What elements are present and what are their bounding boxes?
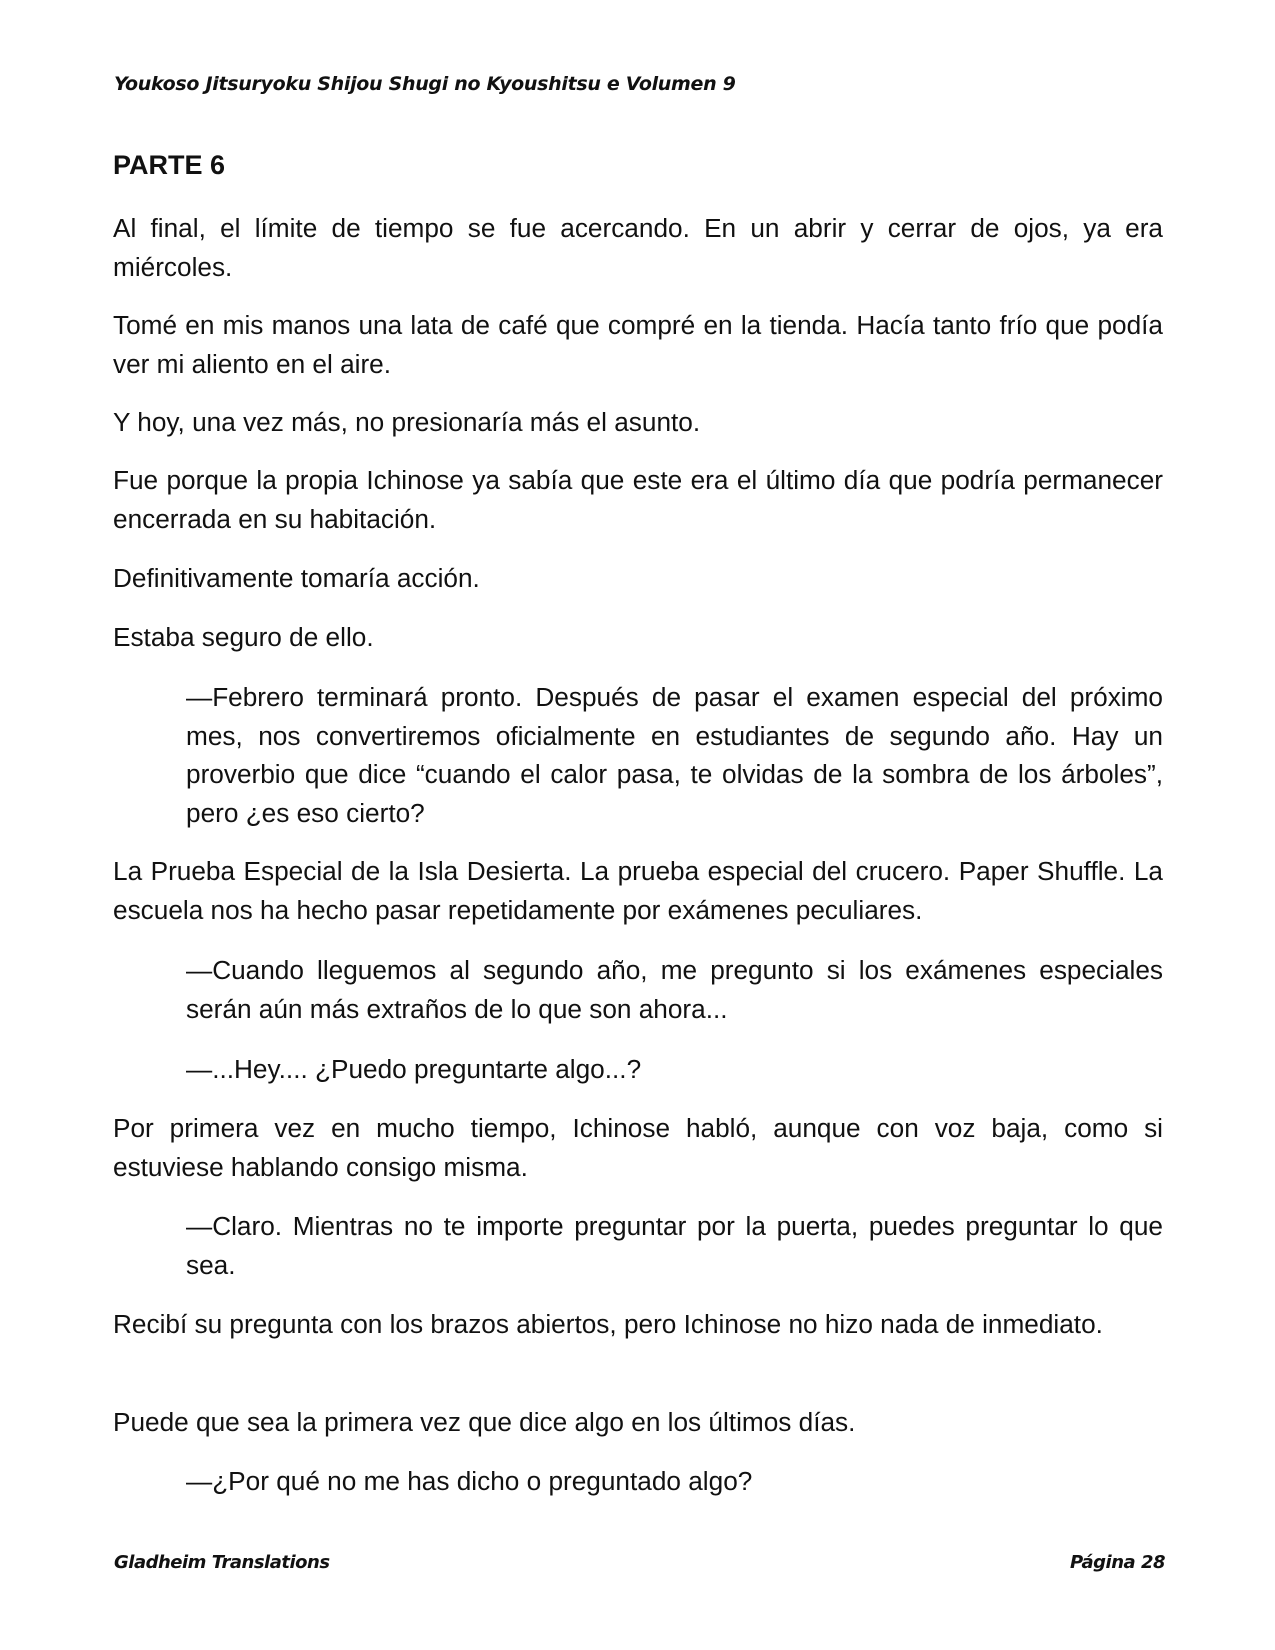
- paragraph: Puede que sea la primera vez que dice algo en los últimos días.: [113, 1407, 856, 1437]
- paragraph: Estaba seguro de ello.: [113, 622, 374, 652]
- running-header: Youkoso Jitsuryoku Shijou Shugi no Kyoushitsu e Volumen 9: [114, 73, 736, 95]
- paragraph: Tomé en mis manos una lata de café que compré en la tienda. Hacía tanto frío que podía ver mi aliento en el aire.: [113, 310, 1163, 379]
- paragraph: Definitivamente tomaría acción.: [113, 563, 480, 593]
- page-number: Página 28: [1069, 1552, 1165, 1573]
- dialogue-paragraph: —Claro. Mientras no te importe preguntar por la puerta, puedes preguntar lo que sea.: [186, 1211, 1163, 1280]
- paragraph: Y hoy, una vez más, no presionaría más el asunto.: [113, 407, 701, 437]
- dialogue-paragraph: —Febrero terminará pronto. Después de pasar el examen especial del próximo mes, nos convertiremos oficialmente en estudiantes de segundo año. Hay un proverbio que dice “cuando el calor pasa, te olvidas de la sombra de los árboles”, pero ¿es eso cierto?: [186, 682, 1163, 828]
- paragraph: Por primera vez en mucho tiempo, Ichinose habló, aunque con voz baja, como si estuviese hablando consigo misma.: [113, 1113, 1163, 1182]
- paragraph: Fue porque la propia Ichinose ya sabía que este era el último día que podría permanecer encerrada en su habitación.: [113, 465, 1163, 534]
- paragraph: La Prueba Especial de la Isla Desierta. La prueba especial del crucero. Paper Shuffle. La escuela nos ha hecho pasar repetidamente por exámenes peculiares.: [113, 856, 1163, 925]
- paragraph: Recibí su pregunta con los brazos abiertos, pero Ichinose no hizo nada de inmediato.: [113, 1309, 1103, 1339]
- paragraph: Al final, el límite de tiempo se fue acercando. En un abrir y cerrar de ojos, ya era miércoles.: [113, 213, 1163, 282]
- dialogue-paragraph: —Cuando lleguemos al segundo año, me pregunto si los exámenes especiales serán aún más extraños de lo que son ahora...: [186, 955, 1163, 1024]
- dialogue-paragraph: —...Hey.... ¿Puedo preguntarte algo...?: [186, 1054, 642, 1084]
- section-title: PARTE 6: [113, 150, 226, 180]
- footer-credit: Gladheim Translations: [114, 1552, 330, 1573]
- dialogue-paragraph: —¿Por qué no me has dicho o preguntado algo?: [186, 1466, 753, 1496]
